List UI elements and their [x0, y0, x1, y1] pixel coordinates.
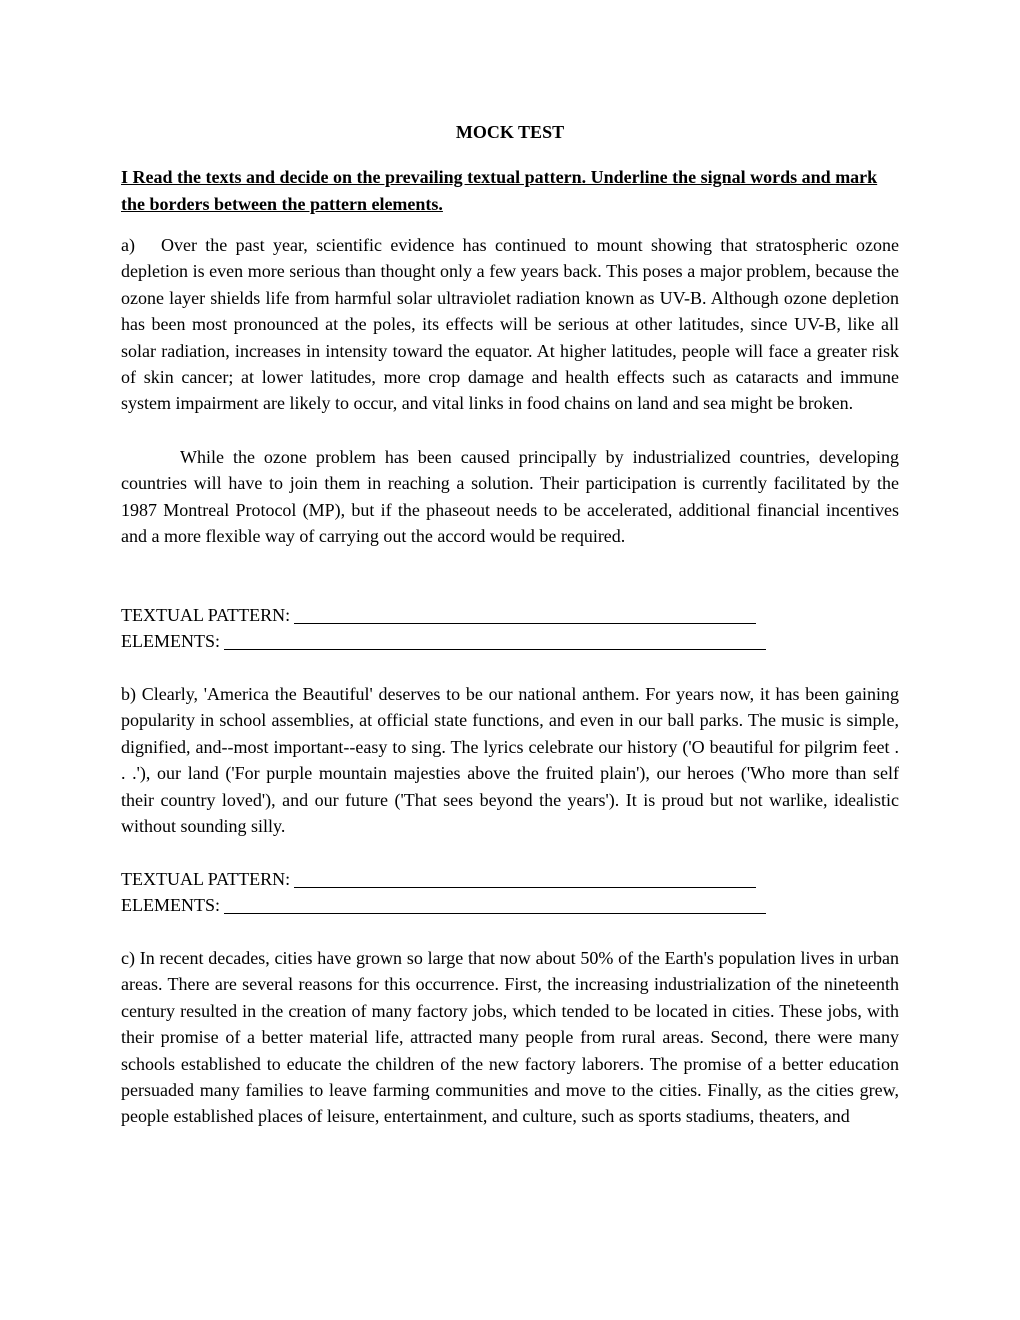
- section-a-paragraph-2: While the ozone problem has been caused principally by industrialized countries, developing countries will have to join them in reaching a solution. Their participation is currently facilitated by the 1987 Montreal Protocol (MP), but if the phaseout needs to be accelerated, additional financial incentives and a more flexible way of carrying out the accord would be required.: [121, 447, 899, 547]
- elements-blank[interactable]: [224, 631, 766, 650]
- section-a-textual-pattern-field[interactable]: [121, 602, 756, 628]
- textual-pattern-label: TEXTUAL PATTERN:: [121, 869, 291, 889]
- textual-pattern-blank[interactable]: [294, 605, 756, 624]
- section-b-text: Clearly, 'America the Beautiful' deserves to be our national anthem. For years now, it has been gaining popularity in school assemblies, at official state functions, and even in our ball parks. The music is simple, dignified, and--most important--easy to sing. The lyrics celebrate our history ('O beautiful for pilgrim feet . . .'), our land ('For purple mountain majesties above the fruited plain'), our heroes ('Who more than self their country loved'), and our future ('That sees beyond the years'). It is proud but not warlike, idealistic without sounding silly.: [121, 684, 900, 837]
- section-c-text: In recent decades, cities have grown so large that now about 50% of the Earth's population lives in urban areas. There are several reasons for this occurrence. First, the increasing industrialization of the nineteenth century resulted in the creation of many factory jobs, which tended to be located in cities. These jobs, with their promise of a better material life, attracted many people from rural areas. Second, there were many schools established to educate the children of the new factory laborers. The promise of a better education persuaded many families to leave farming communities and move to the cities. Finally, as the cities grew, people established places of leisure, entertainment, and culture, such as sports stadiums, theaters, and: [121, 948, 899, 1127]
- section-c-label: c): [121, 948, 135, 968]
- section-a-paragraph-1: [121, 232, 899, 417]
- elements-label: ELEMENTS:: [121, 895, 220, 915]
- section-b-elements-field[interactable]: [121, 892, 766, 918]
- section-b-paragraph: [121, 681, 899, 839]
- section-c-paragraph: [121, 945, 899, 1130]
- textual-pattern-blank[interactable]: [294, 869, 756, 888]
- section-a-text-1: Over the past year, scientific evidence has continued to mount showing that stratospheric ozone depletion is even more serious than thought only a few years back. This poses a major problem, because the ozone layer shields life from harmful solar ultraviolet radiation known as UV-B. Although ozone depletion has been most pronounced at the poles, its effects will be serious at other latitudes, since UV-B, like all solar radiation, increases in intensity toward the equator. At higher latitudes, people will face a greater risk of skin cancer; at lower latitudes, more crop damage and health effects such as cataracts and immune system impairment are likely to occur, and vital links in food chains on land and sea might be broken.: [121, 235, 899, 414]
- section-a-elements-field[interactable]: [121, 628, 766, 654]
- textual-pattern-label: TEXTUAL PATTERN:: [121, 605, 291, 625]
- elements-label: ELEMENTS:: [121, 631, 220, 651]
- elements-blank[interactable]: [224, 895, 766, 914]
- document-title: MOCK TEST: [455, 122, 565, 142]
- section-a-label: a): [121, 235, 135, 255]
- task-instruction: I Read the texts and decide on the prevailing textual pattern. Underline the signal words and mark the borders between the pattern elements.: [121, 167, 878, 214]
- section-b-textual-pattern-field[interactable]: [121, 866, 756, 892]
- section-b-label: b): [121, 684, 136, 704]
